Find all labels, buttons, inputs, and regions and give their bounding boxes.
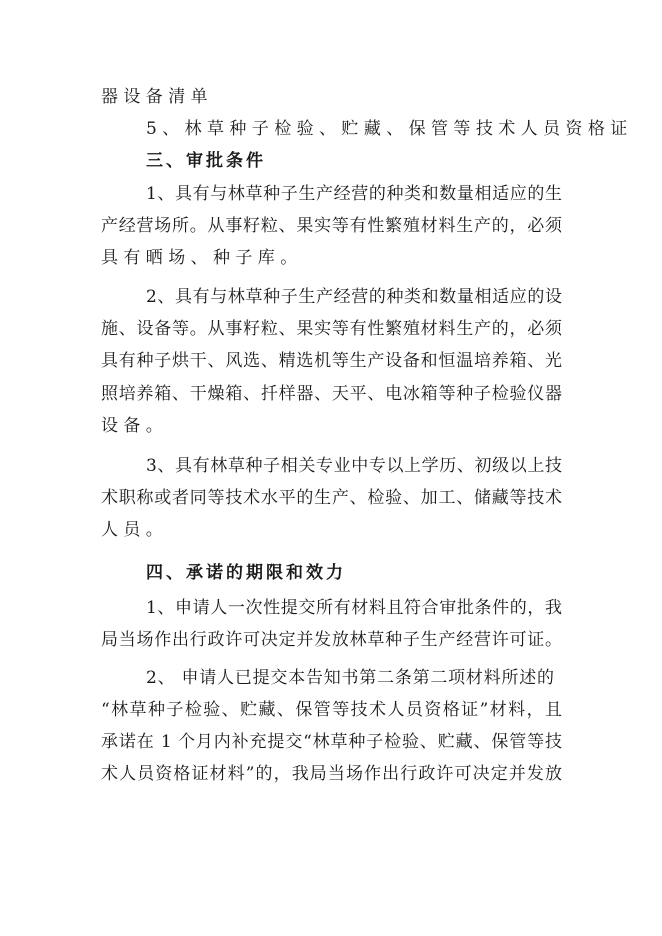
paragraph-line: 产经营场所。从事籽粒、果实等有性繁殖材料生产的，必须 [101, 216, 562, 236]
paragraph-line: 局当场作出行政许可决定并发放林草种子生产经营许可证。 [101, 630, 562, 650]
section-heading: 三、审批条件 [146, 151, 266, 171]
paragraph-line: 承诺在 1 个月内补充提交“林草种子检验、贮藏、保管等技 [101, 732, 562, 752]
paragraph-line: 施、设备等。从事籽粒、果实等有性繁殖材料生产的，必须 [101, 319, 562, 339]
section-heading: 四、承诺的期限和效力 [146, 563, 346, 583]
paragraph-line: 人员。 [101, 520, 169, 540]
paragraph-line: 1、具有与林草种子生产经营的种类和数量相适应的生 [146, 184, 562, 204]
paragraph-line: 设备。 [101, 416, 169, 436]
paragraph-line: 具有种子烘干、风选、精选机等生产设备和恒温培养箱、光 [101, 351, 562, 371]
paragraph-line: 具有晒场、种子库。 [101, 248, 303, 268]
paragraph-line: 2、 申请人已提交本告知书第二条第二项材料所述的 [146, 668, 554, 688]
paragraph-line: 2、具有与林草种子生产经营的种类和数量相适应的设 [146, 287, 562, 307]
paragraph-line: “林草种子检验、贮藏、保管等技术人员资格证”材料，且 [101, 700, 562, 720]
paragraph-line: 术人员资格证材料”的，我局当场作出行政许可决定并发放 [101, 764, 562, 784]
paragraph-line: 1、申请人一次性提交所有材料且符合审批条件的，我 [146, 598, 562, 618]
paragraph-line: 照培养箱、干燥箱、扦样器、天平、电冰箱等种子检验仪器 [101, 384, 562, 404]
text-line: 器设备清单 [101, 87, 213, 107]
paragraph-line: 术职称或者同等技术水平的生产、检验、加工、储藏等技术 [101, 488, 562, 508]
list-item: 5、林草种子检验、贮藏、保管等技术人员资格证 [146, 119, 633, 139]
paragraph-line: 3、具有林草种子相关专业中专以上学历、初级以上技 [146, 456, 562, 476]
